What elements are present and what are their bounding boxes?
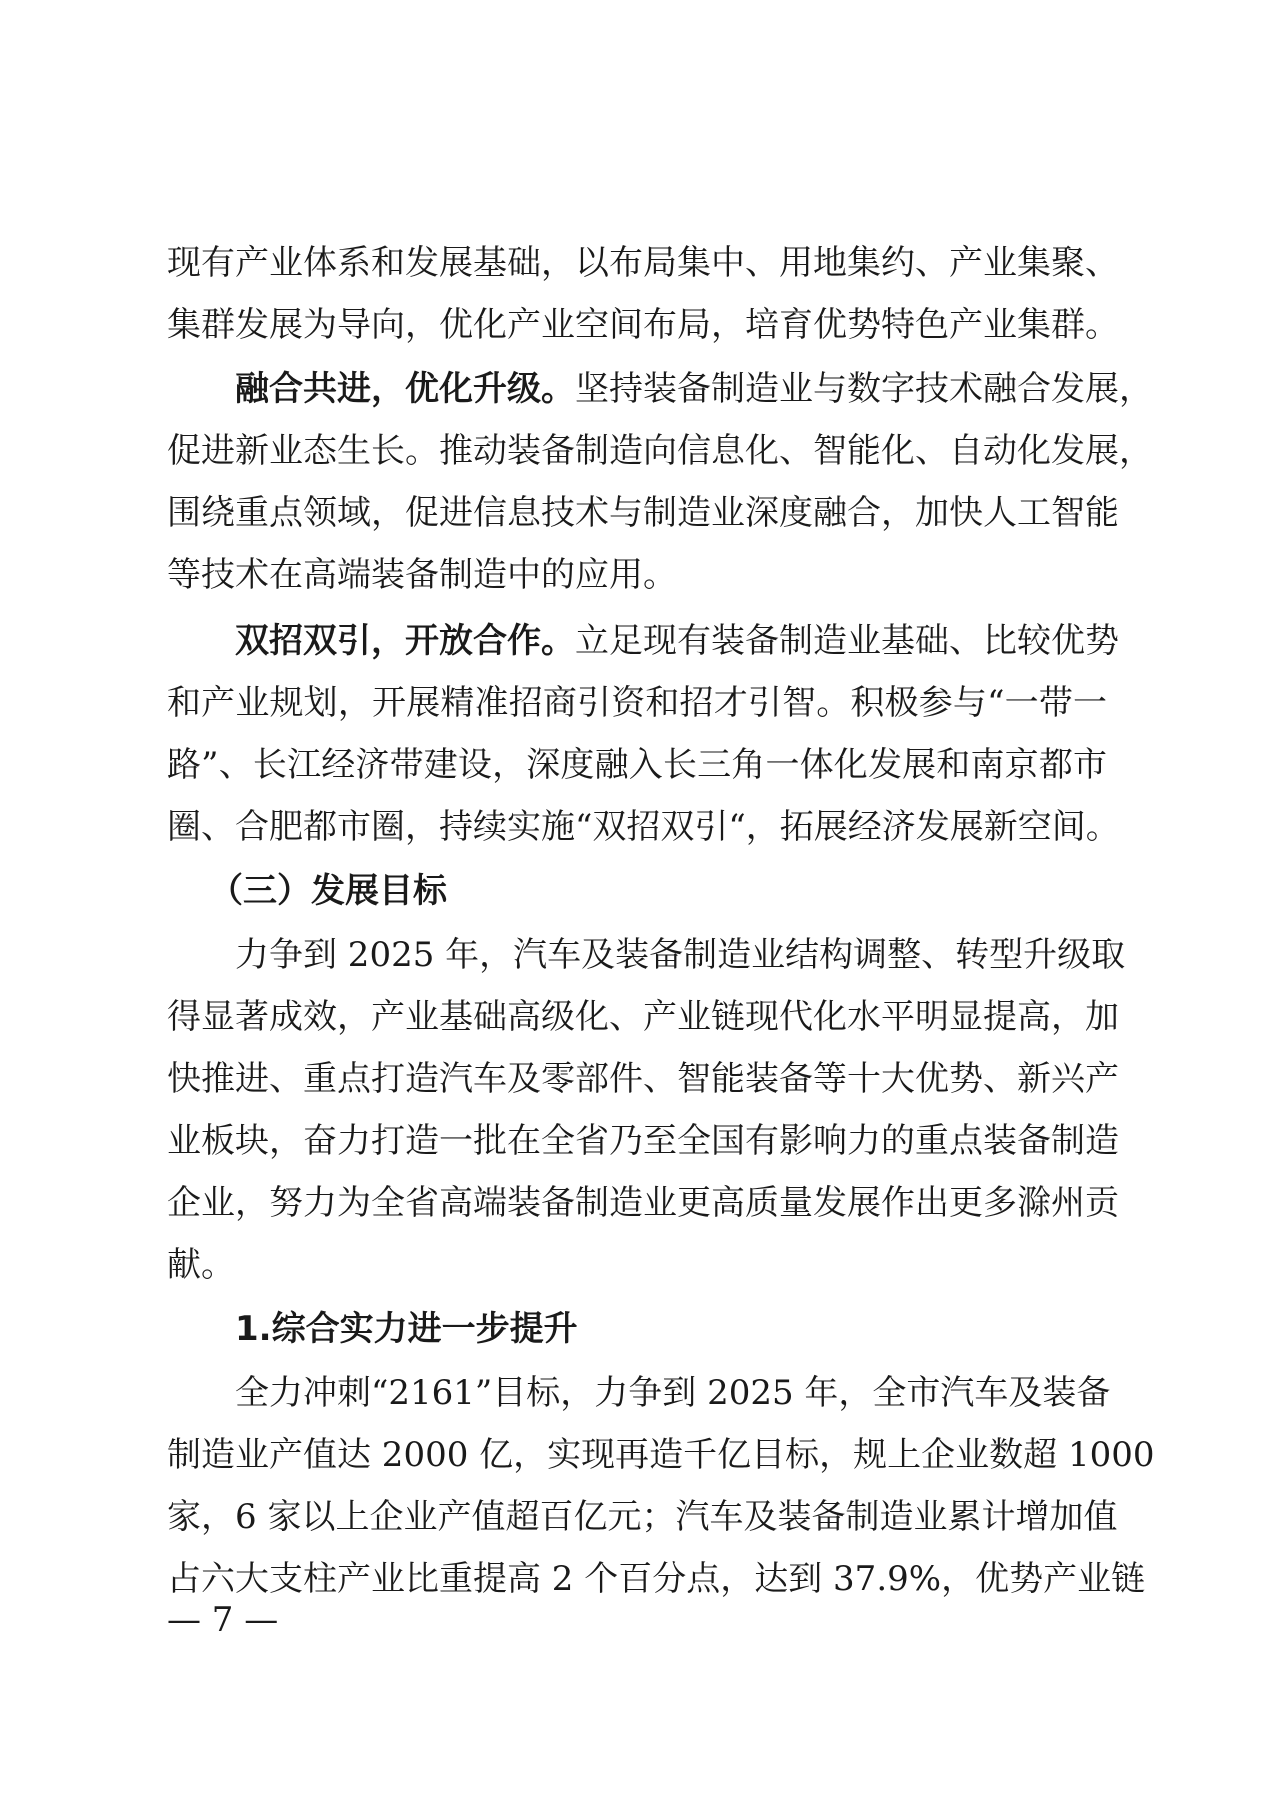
subheading: 1.综合实力进一步提升 — [235, 1309, 578, 1349]
paragraph-open-line — [167, 610, 1119, 672]
text-line: 现有产业体系和发展基础，以布局集中、用地集约、产业集聚、 — [167, 243, 1119, 283]
text-line: 全力冲刺“2161”目标，力争到 2025 年，全市汽车及装备 — [235, 1373, 1111, 1413]
text-line: 占六大支柱产业比重提高 2 个百分点，达到 37.9%，优势产业链 — [167, 1559, 1146, 1599]
text-span: 立足现有装备制造业基础、比较优势 — [575, 621, 1119, 661]
text-line: 业板块，奋力打造一批在全省乃至全国有影响力的重点装备制造 — [167, 1121, 1119, 1161]
section-heading: （三）发展目标 — [209, 871, 447, 911]
text-line: 家，6 家以上企业产值超百亿元；汽车及装备制造业累计增加值 — [167, 1497, 1118, 1537]
text-line: 制造业产值达 2000 亿，实现再造千亿目标，规上企业数超 1000 — [167, 1435, 1155, 1475]
text-line: 等技术在高端装备制造中的应用。 — [167, 555, 677, 595]
text-line: 得显著成效，产业基础高级化、产业链现代化水平明显提高，加 — [167, 997, 1119, 1037]
text-line: 和产业规划，开展精准招商引资和招才引智。积极参与“一带一 — [167, 683, 1107, 723]
text-line: 圈、合肥都市圈，持续实施“双招双引“，拓展经济发展新空间。 — [167, 807, 1120, 847]
text-line: 快推进、重点打造汽车及零部件、智能装备等十大优势、新兴产 — [167, 1059, 1119, 1099]
text-line: 力争到 2025 年，汽车及装备制造业结构调整、转型升级取 — [235, 935, 1126, 975]
bold-lead-fusion: 融合共进，优化升级。 — [235, 369, 575, 409]
text-line: 集群发展为导向，优化产业空间布局，培育优势特色产业集群。 — [167, 305, 1119, 345]
text-span: 坚持装备制造业与数字技术融合发展， — [575, 369, 1153, 409]
text-line: 围绕重点领域，促进信息技术与制造业深度融合，加快人工智能 — [167, 493, 1119, 533]
text-line: 企业，努力为全省高端装备制造业更高质量发展作出更多滁州贡 — [167, 1183, 1119, 1223]
text-line: 献。 — [167, 1245, 235, 1285]
text-line: 路”、长江经济带建设，深度融入长三角一体化发展和南京都市 — [167, 745, 1107, 785]
page-number: — 7 — — [167, 1600, 279, 1640]
text-line: 促进新业态生长。推动装备制造向信息化、智能化、自动化发展， — [167, 431, 1153, 471]
bold-lead-open: 双招双引，开放合作。 — [235, 621, 575, 661]
paragraph-fusion-line — [167, 358, 1153, 420]
